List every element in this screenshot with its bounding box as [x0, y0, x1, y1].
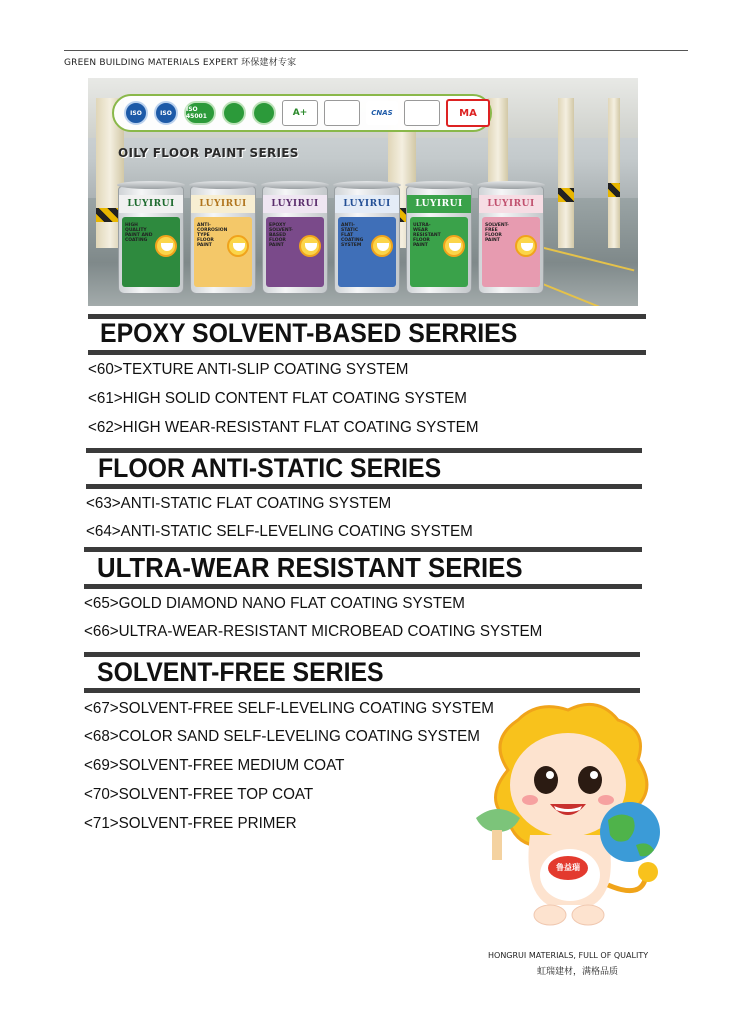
- can-brand: LUYIRUI: [335, 195, 399, 213]
- paint-can: [334, 186, 400, 294]
- can-brand: LUYIRUI: [263, 195, 327, 213]
- can-brand: LUYIRUI: [407, 195, 471, 213]
- section-title: EPOXY SOLVENT-BASED SERRIES: [100, 318, 518, 348]
- certification-badge-icon: MA: [446, 99, 490, 127]
- section-title: SOLVENT-FREE SERIES: [97, 657, 384, 687]
- pillar: [558, 98, 574, 248]
- certification-badge-icon: ISO 45001: [184, 101, 216, 125]
- section-title: FLOOR ANTI-STATIC SERIES: [98, 453, 442, 483]
- paint-can: [406, 186, 472, 294]
- certification-badge-icon: [404, 100, 440, 126]
- header-rule: [64, 50, 688, 51]
- list-item: <64>ANTI-STATIC SELF-LEVELING COATING SYSTEM: [86, 523, 473, 540]
- can-product-name: EPOXY SOLVENT-BASED FLOOR PAINT: [269, 223, 293, 248]
- list-item: <71>SOLVENT-FREE PRIMER: [84, 815, 297, 832]
- footer-slogan-en: HONGRUI MATERIALS, FULL OF QUALITY: [488, 951, 649, 960]
- certification-badge-icon: CNAS: [366, 101, 398, 125]
- certification-badge-icon: ISO: [154, 101, 178, 125]
- section-rule-bottom: [88, 350, 646, 355]
- list-item: <65>GOLD DIAMOND NANO FLAT COATING SYSTEM: [84, 595, 465, 612]
- paint-can: [118, 186, 184, 294]
- can-product-name: ANTI-STATIC FLAT COATING SYSTEM: [341, 223, 364, 248]
- pillar: [608, 98, 620, 248]
- can-rim: [117, 181, 185, 189]
- paint-can: [478, 186, 544, 294]
- mascot-face-icon: [155, 235, 177, 257]
- list-item: <63>ANTI-STATIC FLAT COATING SYSTEM: [86, 495, 392, 512]
- mascot-face-icon: [299, 235, 321, 257]
- can-product-name: ANTI-CORROSION TYPE FLOOR PAINT: [197, 223, 228, 248]
- certification-badge-icon: A+: [282, 100, 318, 126]
- certification-bar: [112, 94, 492, 132]
- section-rule-bottom: [86, 484, 642, 489]
- mascot-badge: 鲁益瑞: [556, 863, 580, 872]
- section-rule-bottom: [84, 584, 642, 589]
- mascot-face-icon: [515, 235, 537, 257]
- product-banner: [88, 78, 638, 306]
- can-rim: [405, 181, 473, 189]
- can-brand: LUYIRUI: [119, 195, 183, 213]
- can-product-name: HIGH QUALITY PAINT AND COATING: [125, 223, 153, 243]
- header-tagline: GREEN BUILDING MATERIALS EXPERT 环保建材专家: [64, 58, 297, 68]
- can-rim: [189, 181, 257, 189]
- list-item: <61>HIGH SOLID CONTENT FLAT COATING SYSTEM: [88, 390, 467, 407]
- can-brand: LUYIRUI: [191, 195, 255, 213]
- certification-badge-icon: [324, 100, 360, 126]
- paint-can: [262, 186, 328, 294]
- certification-badge-icon: ISO: [124, 101, 148, 125]
- lion-mascot-icon: [468, 700, 678, 940]
- section-rule-bottom: [84, 688, 640, 693]
- mascot-face-icon: [227, 235, 249, 257]
- list-item: <67>SOLVENT-FREE SELF-LEVELING COATING SYSTEM: [84, 700, 494, 717]
- can-rim: [261, 181, 329, 189]
- list-item: <60>TEXTURE ANTI-SLIP COATING SYSTEM: [88, 361, 409, 378]
- certification-badge-icon: [222, 101, 246, 125]
- footer-slogan-cn: 虹瑞建材，满格品质: [537, 967, 619, 977]
- can-product-name: ULTRA-WEAR RESISTANT FLOOR PAINT: [413, 223, 441, 248]
- paint-can: [190, 186, 256, 294]
- list-item: <68>COLOR SAND SELF-LEVELING COATING SYSTEM: [84, 728, 480, 745]
- can-rim: [333, 181, 401, 189]
- certification-badge-icon: [252, 101, 276, 125]
- banner-series-title: OILY FLOOR PAINT SERIES: [118, 146, 299, 160]
- list-item: <62>HIGH WEAR-RESISTANT FLAT COATING SYSTEM: [88, 419, 479, 436]
- mascot-face-icon: [443, 235, 465, 257]
- can-product-name: SOLVENT-FREE FLOOR PAINT: [485, 223, 509, 243]
- can-rim: [477, 181, 545, 189]
- paint-can-row: [118, 186, 544, 294]
- list-item: <69>SOLVENT-FREE MEDIUM COAT: [84, 757, 345, 774]
- can-brand: LUYIRUI: [479, 195, 543, 213]
- list-item: <70>SOLVENT-FREE TOP COAT: [84, 786, 314, 803]
- list-item: <66>ULTRA-WEAR-RESISTANT MICROBEAD COATING SYSTEM: [84, 623, 543, 640]
- section-title: ULTRA-WEAR RESISTANT SERIES: [97, 552, 523, 583]
- mascot-face-icon: [371, 235, 393, 257]
